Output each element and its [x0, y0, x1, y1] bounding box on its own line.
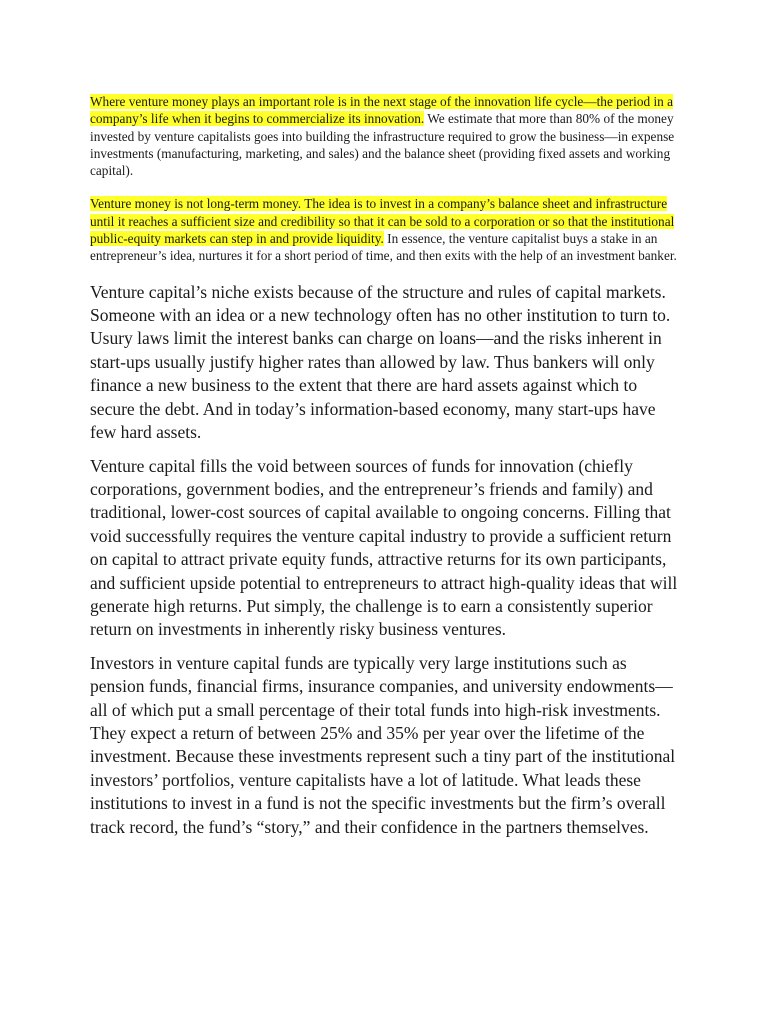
paragraph-text: We estimate that more than 80% of the money invested by venture capitalists goes into building the infrastructure required to grow the business—in expense investments (manufacturing, marketing, and sales) and the balance sheet (providing fixed assets and working capital). — [90, 111, 675, 179]
document-page — [90, 93, 678, 849]
highlighted-text: Venture money is not long-term money. The idea is to invest in a company’s balance sheet and infrastructure until it reaches a sufficient size and credibility so that it can be sold to a corporation or so that the institutional public-equity markets can step in and provide liquidity. — [90, 196, 675, 247]
paragraph-venture-money — [90, 195, 678, 264]
highlighted-text: Where venture money plays an important role is in the next stage of the innovation life cycle—the period in a company’s life when it begins to commercialize its innovation. — [90, 94, 674, 127]
paragraph-investors: Investors in venture capital funds are typically very large institutions such as pension funds, financial firms, insurance companies, and university endowments—all of which put a small percentage of their total funds into high-risk investments. They expect a return of between 25% and 35% per year over the lifetime of the investment. Because these investments represent such a tiny part of the institutional investors’ portfolios, venture capitalists have a lot of latitude. What leads these institutions to invest in a fund is not the specific investments but the firm’s overall track record, the fund’s “story,” and their confidence in the partners themselves. — [90, 652, 676, 837]
paragraph-niche: Venture capital’s niche exists because of the structure and rules of capital markets. Someone with an idea or a new technology often has no other institution to turn to. Usury laws limit the interest banks can charge on loans—and the risks inherent in start-ups usually justify higher rates than allowed by law. Thus bankers will only finance a new business to the extent that there are hard assets against which to secure the debt. And in today’s information-based economy, many start-ups have few hard assets. — [90, 281, 671, 443]
paragraph-innovation-stage — [90, 93, 678, 179]
paragraph-fills-void: Venture capital fills the void between sources of funds for innovation (chiefly corporations, government bodies, and the entrepreneur’s friends and family) and traditional, lower-cost sources of capital available to ongoing concerns. Filling that void successfully requires the venture capital industry to provide a sufficient return on capital to attract private equity funds, attractive returns for its own participants, and sufficient upside potential to entrepreneurs to attract high-quality ideas that will generate high returns. Put simply, the challenge is to earn a consistently superior return on investments in inherently risky business ventures. — [90, 455, 678, 640]
paragraph-text: In essence, the venture capitalist buys a stake in an entrepreneur’s idea, nurtures it for a short period of time, and then exits with the help of an investment banker. — [90, 231, 677, 264]
